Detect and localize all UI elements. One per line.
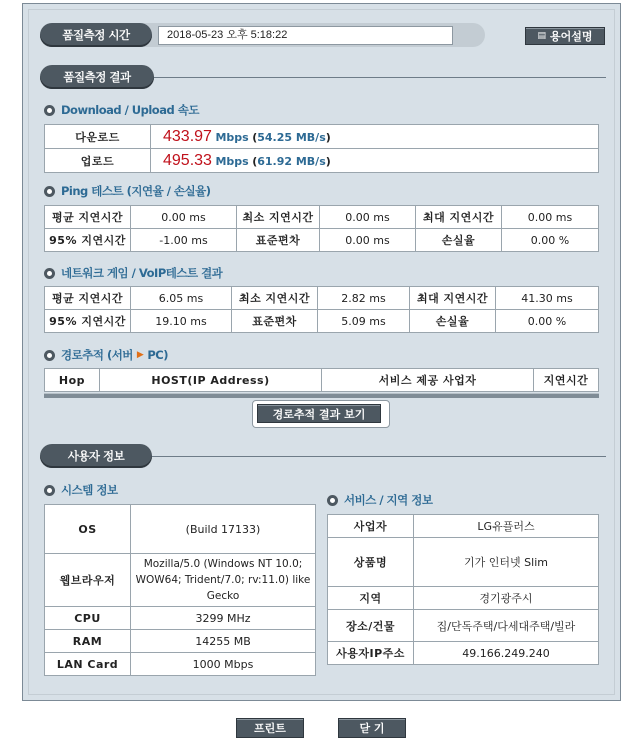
service-value: 집/단독주택/다세대주택/빌라 (414, 610, 599, 642)
ping-value: -1.00 ms (131, 229, 237, 252)
system-value: 3299 MHz (131, 607, 316, 630)
game-row (45, 310, 599, 333)
trace-table-bottom-bar (44, 393, 599, 398)
game-value: 0.00 % (496, 310, 599, 333)
speed-table (44, 124, 599, 173)
game-value: 5.09 ms (318, 310, 410, 333)
ping-row (45, 206, 599, 229)
upload-mb: 61.92 MB/s (257, 154, 326, 168)
ping-value: 0.00 ms (131, 206, 237, 229)
system-label: 웹브라우저 (45, 554, 131, 607)
glossary-button[interactable] (525, 27, 605, 45)
game-label: 손실율 (410, 310, 496, 333)
system-title-text: 시스템 정보 (61, 483, 118, 497)
download-mb-close: ) (325, 130, 331, 144)
system-row (45, 630, 316, 653)
service-label: 상품명 (328, 538, 414, 587)
system-section-title (44, 482, 118, 498)
download-cell (151, 125, 599, 149)
upload-mb-close: ) (325, 154, 331, 168)
service-label: 지역 (328, 587, 414, 610)
game-value: 19.10 ms (131, 310, 232, 333)
trace-section-title (44, 347, 168, 363)
ping-title-text: Ping 테스트 (지연율 / 손실율) (61, 184, 211, 198)
upload-unit: Mbps (215, 154, 249, 168)
glossary-button-label: 용어설명 (550, 30, 593, 43)
speed-section-title (44, 102, 199, 118)
upload-row (45, 149, 599, 173)
ping-value: 0.00 % (502, 229, 599, 252)
trace-header-hop: Hop (45, 369, 100, 392)
system-value: 1000 Mbps (131, 653, 316, 676)
service-value: 기가 인터넷 Slim (414, 538, 599, 587)
ping-label: 최소 지연시간 (237, 206, 320, 229)
system-value: (Build 17133) (131, 505, 316, 554)
system-label: CPU (45, 607, 131, 630)
ping-label: 평균 지연시간 (45, 206, 131, 229)
print-button[interactable]: 프린트 (236, 718, 304, 738)
game-label: 95% 지연시간 (45, 310, 131, 333)
ping-table (44, 205, 599, 252)
download-mb-open: ( (252, 130, 258, 144)
download-unit: Mbps (215, 130, 249, 144)
close-button[interactable]: 닫 기 (338, 718, 406, 738)
ping-label: 95% 지연시간 (45, 229, 131, 252)
game-label: 최대 지연시간 (410, 287, 496, 310)
ping-section-title (44, 183, 211, 199)
time-label: 품질측정 시간 (40, 23, 152, 47)
upload-cell (151, 149, 599, 173)
download-value: 433.97 (163, 127, 212, 145)
game-label: 평균 지연시간 (45, 287, 131, 310)
trace-result-button[interactable]: 경로추적 결과 보기 (257, 404, 381, 423)
bullet-icon (44, 268, 55, 279)
service-label: 사용자IP주소 (328, 642, 414, 665)
time-value: 2018-05-23 오후 5:18:22 (167, 29, 288, 41)
system-table (44, 504, 316, 676)
service-label: 사업자 (328, 515, 414, 538)
system-row (45, 554, 316, 607)
system-value: Mozilla/5.0 (Windows NT 10.0; WOW64; Trident/7.0; rv:11.0) like Gecko (131, 554, 316, 607)
trace-header-host: HOST(IP Address) (100, 369, 322, 392)
ping-value: 0.00 ms (502, 206, 599, 229)
result-section-title: 품질측정 결과 (40, 65, 154, 89)
trace-title-b: PC) (147, 348, 168, 362)
trace-table (44, 368, 599, 392)
service-table (327, 514, 599, 665)
game-table (44, 286, 599, 333)
arrow-right-icon: ▶ (136, 350, 144, 360)
ping-value: 0.00 ms (320, 206, 416, 229)
download-label: 다운로드 (45, 125, 151, 149)
bullet-icon (327, 495, 338, 506)
document-icon: ▤ (537, 31, 546, 41)
game-label: 표준편차 (232, 310, 318, 333)
service-value: LG유플러스 (414, 515, 599, 538)
ping-label: 최대 지연시간 (416, 206, 502, 229)
download-mb: 54.25 MB/s (257, 130, 326, 144)
game-value: 41.30 ms (496, 287, 599, 310)
service-row (328, 515, 599, 538)
download-row (45, 125, 599, 149)
service-value: 49.166.249.240 (414, 642, 599, 665)
ping-label: 표준편차 (237, 229, 320, 252)
upload-value: 495.33 (163, 151, 212, 169)
game-value: 2.82 ms (318, 287, 410, 310)
trace-header-latency: 지연시간 (534, 369, 599, 392)
speed-title-text: Download / Upload 속도 (61, 103, 199, 117)
service-row (328, 642, 599, 665)
user-section-title: 사용자 정보 (40, 444, 152, 468)
ping-row (45, 229, 599, 252)
system-row (45, 607, 316, 630)
service-label: 장소/건물 (328, 610, 414, 642)
ping-value: 0.00 ms (320, 229, 416, 252)
system-row (45, 505, 316, 554)
trace-title-a: 경로추적 (서버 (61, 348, 133, 362)
game-value: 6.05 ms (131, 287, 232, 310)
service-row (328, 538, 599, 587)
system-row (45, 653, 316, 676)
ping-label: 손실율 (416, 229, 502, 252)
game-title-text: 네트워크 게임 / VoIP테스트 결과 (61, 266, 223, 280)
service-row (328, 587, 599, 610)
system-label: OS (45, 505, 131, 554)
system-value: 14255 MB (131, 630, 316, 653)
service-section-title (327, 492, 432, 508)
upload-label: 업로드 (45, 149, 151, 173)
bullet-icon (44, 105, 55, 116)
user-divider (150, 456, 606, 457)
service-title-text: 서비스 / 지역 정보 (344, 493, 433, 507)
system-label: RAM (45, 630, 131, 653)
trace-header-isp: 서비스 제공 사업자 (322, 369, 534, 392)
trace-header-row (45, 369, 599, 392)
bullet-icon (44, 186, 55, 197)
game-section-title (44, 265, 222, 281)
upload-mb-open: ( (252, 154, 258, 168)
bullet-icon (44, 350, 55, 361)
bullet-icon (44, 485, 55, 496)
service-value: 경기광주시 (414, 587, 599, 610)
game-row (45, 287, 599, 310)
result-divider (150, 77, 606, 78)
game-label: 최소 지연시간 (232, 287, 318, 310)
service-row (328, 610, 599, 642)
time-value-field (158, 26, 453, 45)
system-label: LAN Card (45, 653, 131, 676)
